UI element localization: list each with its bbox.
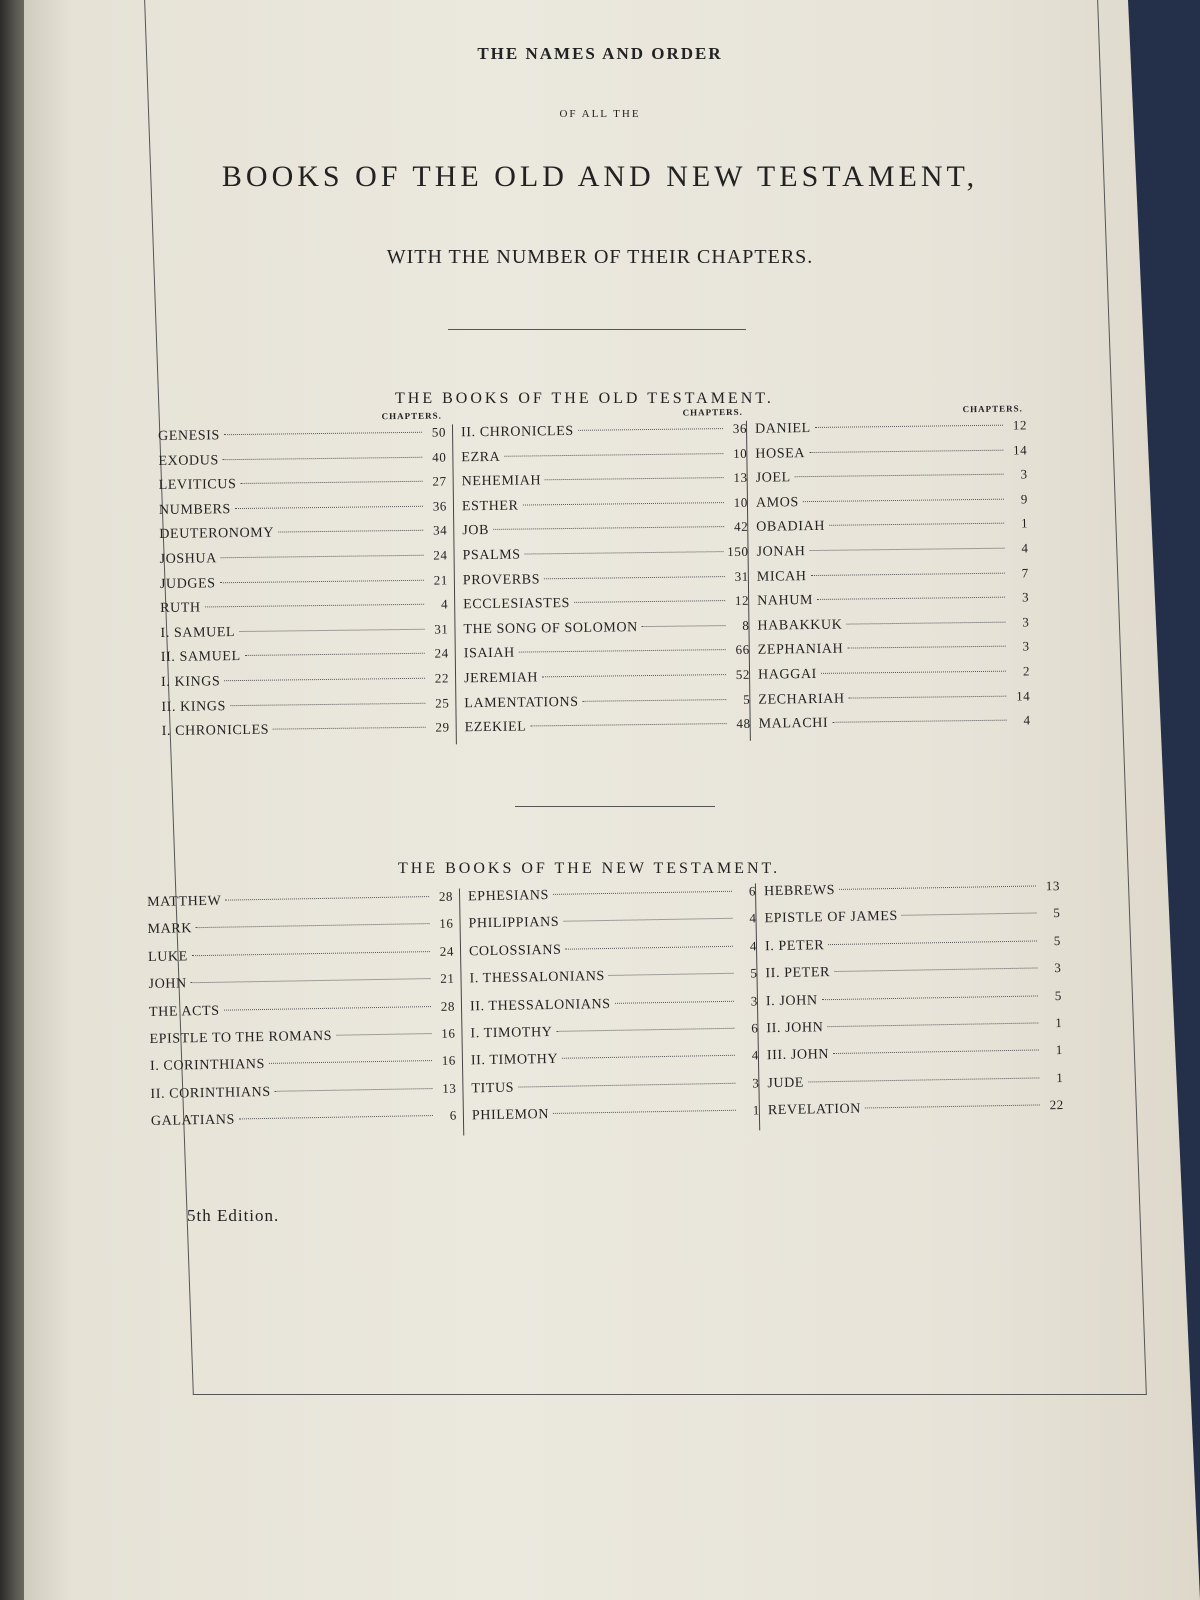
book-entry bbox=[465, 716, 751, 744]
chapter-count: 22 bbox=[434, 670, 450, 686]
dot-leader bbox=[846, 621, 1005, 624]
chapter-count: 150 bbox=[727, 543, 749, 560]
book-name: PROVERBS bbox=[462, 571, 541, 588]
dot-leader bbox=[230, 702, 425, 705]
chapter-count: 1 bbox=[752, 1102, 760, 1118]
chapter-count: 4 bbox=[751, 1047, 760, 1063]
book-name: HOSEA bbox=[755, 445, 806, 462]
dot-leader bbox=[834, 968, 1037, 973]
book-name: III. JOHN bbox=[766, 1047, 830, 1064]
dot-leader bbox=[192, 951, 430, 956]
chapter-count: 24 bbox=[433, 547, 448, 563]
book-name: ISAIAH bbox=[463, 646, 515, 662]
dot-leader bbox=[519, 649, 726, 653]
book-entry bbox=[161, 646, 449, 674]
book-entry bbox=[756, 540, 1028, 568]
book-name: EZRA bbox=[461, 449, 501, 465]
book-name: JUDGES bbox=[159, 575, 216, 592]
book-name: EXODUS bbox=[158, 452, 219, 469]
chapter-count: 8 bbox=[742, 617, 750, 633]
book-entry bbox=[160, 572, 448, 600]
chapter-count: 4 bbox=[749, 910, 757, 926]
chapter-count: 3 bbox=[1054, 960, 1062, 976]
chapter-count: 24 bbox=[434, 645, 449, 661]
chapter-count: 5 bbox=[750, 965, 758, 981]
book-name: II. SAMUEL bbox=[160, 649, 241, 666]
dot-leader bbox=[829, 523, 1004, 526]
chapter-count: 12 bbox=[734, 592, 750, 609]
dot-leader bbox=[811, 572, 1005, 575]
book-name: NAHUM bbox=[757, 593, 814, 609]
dot-leader bbox=[808, 1077, 1039, 1082]
dot-leader bbox=[822, 995, 1038, 1000]
dot-leader bbox=[565, 946, 733, 950]
book-name: EZEKIEL bbox=[464, 719, 527, 736]
book-name: I. SAMUEL bbox=[160, 624, 236, 641]
new-testament-column-2 bbox=[459, 883, 760, 1135]
book-name: THE ACTS bbox=[148, 1003, 220, 1020]
book-name: HABAKKUK bbox=[757, 617, 843, 634]
book-name: DEUTERONOMY bbox=[159, 525, 275, 543]
book-name: PSALMS bbox=[462, 547, 521, 564]
chapter-count: 50 bbox=[431, 424, 447, 440]
dot-leader bbox=[553, 891, 732, 895]
book-name: ZEPHANIAH bbox=[757, 641, 844, 659]
chapter-count: 16 bbox=[441, 1052, 457, 1069]
chapter-count: 66 bbox=[735, 642, 750, 658]
book-name: HAGGAI bbox=[757, 666, 817, 683]
book-entry bbox=[757, 590, 1029, 618]
book-entry bbox=[758, 688, 1030, 716]
book-entry bbox=[462, 519, 748, 547]
dot-leader bbox=[849, 695, 1007, 698]
divider-rule bbox=[448, 329, 746, 330]
dot-leader bbox=[275, 1088, 433, 1092]
dot-leader bbox=[235, 506, 423, 509]
chapter-count: 4 bbox=[440, 596, 449, 612]
chapter-count: 27 bbox=[432, 473, 447, 489]
chapter-count: 5 bbox=[1053, 905, 1061, 921]
chapter-count: 31 bbox=[734, 568, 749, 584]
book-name: II. KINGS bbox=[161, 698, 227, 715]
chapter-count: 12 bbox=[1012, 417, 1028, 433]
chapter-count: 1 bbox=[1056, 1069, 1064, 1085]
chapter-count: 5 bbox=[1053, 932, 1062, 948]
chapter-count: 3 bbox=[1022, 614, 1030, 630]
dot-leader bbox=[609, 973, 734, 976]
divider-rule bbox=[515, 806, 715, 807]
chapter-count: 6 bbox=[751, 1020, 759, 1036]
dot-leader bbox=[223, 456, 423, 459]
dot-leader bbox=[224, 678, 425, 681]
chapter-count: 5 bbox=[1054, 987, 1063, 1003]
chapter-count: 48 bbox=[736, 715, 751, 732]
chapter-count: 10 bbox=[733, 494, 749, 510]
chapter-count: 5 bbox=[743, 691, 751, 707]
chapter-count: 21 bbox=[433, 572, 448, 588]
chapter-count: 6 bbox=[748, 883, 757, 899]
chapter-count: 3 bbox=[1022, 638, 1030, 654]
book-entry bbox=[161, 695, 449, 723]
chapter-count: 36 bbox=[732, 420, 748, 436]
book-name: JOB bbox=[462, 523, 490, 539]
book-entry bbox=[462, 470, 748, 498]
book-name: NUMBERS bbox=[158, 501, 231, 518]
dot-leader bbox=[245, 653, 425, 656]
book-name: DANIEL bbox=[754, 421, 811, 437]
book-name: JOHN bbox=[148, 976, 187, 993]
dot-leader bbox=[239, 629, 424, 632]
book-name: I. PETER bbox=[764, 937, 825, 955]
chapter-count: 16 bbox=[439, 916, 454, 932]
new-testament-column-3 bbox=[755, 878, 1064, 1130]
old-testament-column-3 bbox=[746, 403, 1031, 740]
book-name: LEVITICUS bbox=[158, 477, 237, 494]
book-entry bbox=[160, 621, 448, 649]
book-name: II. PETER bbox=[765, 965, 831, 982]
dot-leader bbox=[865, 1105, 1040, 1109]
book-entry bbox=[756, 467, 1028, 495]
dot-leader bbox=[562, 1055, 735, 1059]
dot-leader bbox=[902, 913, 1037, 916]
header-names-and-order: THE NAMES AND ORDER bbox=[477, 44, 723, 63]
book-entry bbox=[159, 474, 447, 502]
dot-leader bbox=[240, 481, 422, 484]
book-name: JUDE bbox=[767, 1075, 805, 1091]
book-name: ZECHARIAH bbox=[758, 691, 845, 708]
dot-leader bbox=[615, 1000, 734, 1003]
chapter-count: 13 bbox=[733, 469, 748, 486]
book-entry bbox=[463, 568, 749, 596]
dot-leader bbox=[847, 646, 1005, 649]
chapter-count: 3 bbox=[750, 992, 759, 1009]
book-entry bbox=[159, 498, 447, 526]
chapter-count: 16 bbox=[441, 1025, 456, 1041]
chapter-count: 22 bbox=[1049, 1097, 1064, 1113]
book-name: EPHESIANS bbox=[467, 887, 550, 905]
dot-leader bbox=[553, 1110, 736, 1114]
old-testament-column-1 bbox=[158, 410, 450, 747]
book-entry bbox=[159, 523, 447, 551]
book-name: MICAH bbox=[756, 568, 807, 585]
chapter-count: 3 bbox=[752, 1075, 760, 1091]
dot-leader bbox=[518, 1082, 735, 1087]
book-entry bbox=[755, 442, 1027, 470]
dot-leader bbox=[525, 551, 724, 554]
chapter-count: 10 bbox=[733, 445, 748, 461]
book-page bbox=[24, 0, 1200, 1600]
chapter-count: 4 bbox=[1021, 540, 1029, 556]
chapter-count: 31 bbox=[434, 621, 449, 637]
book-name: JONAH bbox=[756, 544, 806, 560]
book-entry bbox=[757, 565, 1029, 593]
book-name: NEHEMIAH bbox=[461, 473, 542, 490]
book-name: I. THESSALONIANS bbox=[469, 969, 606, 987]
chapter-count: 4 bbox=[1023, 712, 1031, 728]
new-testament-column-1 bbox=[147, 889, 457, 1141]
dot-leader bbox=[833, 1050, 1039, 1055]
book-name: LUKE bbox=[147, 949, 188, 965]
chapter-count: 1 bbox=[1021, 515, 1029, 531]
chapter-count: 21 bbox=[440, 970, 455, 987]
dot-leader bbox=[224, 1006, 431, 1011]
dot-leader bbox=[828, 940, 1037, 945]
chapters-column-heading: CHAPTERS. bbox=[682, 406, 743, 418]
book-entry bbox=[151, 1108, 457, 1141]
book-entry bbox=[759, 712, 1031, 740]
book-name: PHILEMON bbox=[471, 1107, 550, 1124]
dot-leader bbox=[545, 477, 724, 480]
dot-leader bbox=[795, 474, 1004, 478]
book-entry bbox=[756, 516, 1028, 544]
book-name: LAMENTATIONS bbox=[464, 694, 579, 711]
edition-note: 5th Edition. bbox=[187, 1206, 280, 1225]
book-entry bbox=[462, 544, 748, 572]
dot-leader bbox=[221, 555, 424, 558]
dot-leader bbox=[803, 498, 1004, 501]
book-entry bbox=[462, 495, 748, 523]
dot-leader bbox=[522, 502, 723, 505]
book-entry bbox=[463, 618, 749, 646]
dot-leader bbox=[578, 428, 723, 431]
chapter-count: 42 bbox=[733, 519, 749, 535]
page-subtitle: WITH THE NUMBER OF THEIR CHAPTERS. bbox=[386, 246, 814, 268]
chapter-count: 4 bbox=[749, 938, 758, 954]
dot-leader bbox=[273, 727, 426, 730]
book-name: GENESIS bbox=[158, 428, 220, 444]
chapter-count: 6 bbox=[449, 1107, 458, 1123]
dot-leader bbox=[839, 885, 1036, 889]
dot-leader bbox=[269, 1060, 432, 1064]
book-name: I. CORINTHIANS bbox=[149, 1057, 266, 1075]
chapter-count: 40 bbox=[432, 449, 447, 465]
book-name: I. TIMOTHY bbox=[470, 1024, 553, 1042]
chapter-count: 24 bbox=[439, 943, 455, 959]
dot-leader bbox=[556, 1028, 734, 1032]
chapter-count: 1 bbox=[1055, 1042, 1063, 1058]
book-entry bbox=[757, 614, 1029, 642]
book-name: OBADIAH bbox=[756, 519, 826, 536]
book-name: JOEL bbox=[755, 470, 791, 486]
dot-leader bbox=[220, 579, 424, 582]
book-entry bbox=[464, 642, 750, 670]
dot-leader bbox=[809, 449, 1003, 452]
chapter-count: 9 bbox=[1020, 491, 1029, 507]
chapter-count: 52 bbox=[735, 666, 751, 682]
book-entry bbox=[464, 667, 750, 695]
book-name: II. CHRONICLES bbox=[460, 423, 574, 441]
dot-leader bbox=[191, 978, 431, 983]
dot-leader bbox=[821, 671, 1006, 674]
dot-leader bbox=[574, 600, 725, 603]
chapters-column-heading: CHAPTERS. bbox=[381, 410, 442, 422]
book-entry bbox=[158, 424, 446, 452]
book-entry bbox=[162, 720, 450, 748]
book-name: ECCLESIASTES bbox=[463, 596, 571, 613]
dot-leader bbox=[642, 625, 726, 627]
new-testament-heading: THE BOOKS OF THE NEW TESTAMENT. bbox=[398, 860, 781, 877]
book-name: THE SONG OF SOLOMON bbox=[463, 619, 638, 638]
page-title: BOOKS OF THE OLD AND NEW TESTAMENT, bbox=[221, 160, 979, 193]
book-entry bbox=[756, 491, 1028, 519]
chapter-count: 28 bbox=[438, 888, 454, 904]
chapter-count: 25 bbox=[435, 694, 450, 711]
book-name: MATTHEW bbox=[147, 893, 222, 910]
book-name: II. JOHN bbox=[766, 1020, 824, 1037]
book-name: EPISTLE TO THE ROMANS bbox=[149, 1028, 333, 1047]
book-name: JOSHUA bbox=[159, 551, 217, 567]
book-entry bbox=[160, 597, 448, 625]
book-name: PHILIPPIANS bbox=[468, 915, 560, 932]
chapter-count: 34 bbox=[432, 522, 448, 539]
dot-leader bbox=[336, 1033, 431, 1036]
book-entry bbox=[461, 421, 747, 449]
book-entry bbox=[160, 547, 448, 575]
chapter-count: 14 bbox=[1016, 687, 1031, 704]
book-name: EPISTLE OF JAMES bbox=[764, 909, 898, 927]
chapter-count: 14 bbox=[1013, 441, 1028, 458]
chapter-count: 2 bbox=[1022, 663, 1031, 679]
chapter-count: 1 bbox=[1055, 1014, 1063, 1031]
book-entry bbox=[755, 417, 1027, 445]
chapter-count: 29 bbox=[435, 719, 450, 735]
book-name: I. JOHN bbox=[765, 992, 818, 1009]
book-name: I. CHRONICLES bbox=[161, 722, 270, 740]
chapter-count: 13 bbox=[442, 1080, 457, 1096]
book-entry bbox=[472, 1102, 760, 1134]
chapter-count: 28 bbox=[440, 998, 456, 1014]
chapter-count: 36 bbox=[432, 498, 448, 514]
book-name: COLOSSIANS bbox=[468, 942, 562, 960]
old-testament-column-2 bbox=[452, 406, 751, 744]
old-testament-heading: THE BOOKS OF THE OLD TESTAMENT. bbox=[395, 390, 774, 407]
dot-leader bbox=[827, 1022, 1038, 1027]
dot-leader bbox=[542, 674, 726, 677]
book-entry bbox=[461, 445, 747, 473]
chapter-count: 7 bbox=[1021, 564, 1029, 581]
book-entry bbox=[463, 593, 749, 621]
book-entry bbox=[758, 663, 1030, 691]
book-name: REVELATION bbox=[767, 1101, 862, 1119]
dot-leader bbox=[205, 604, 424, 608]
book-name: MALACHI bbox=[758, 715, 829, 732]
dot-leader bbox=[815, 425, 1003, 428]
book-name: AMOS bbox=[755, 494, 799, 511]
dot-leader bbox=[832, 720, 1006, 723]
header-of-all-the: OF ALL THE bbox=[559, 108, 641, 120]
book-entry bbox=[758, 639, 1030, 667]
dot-leader bbox=[563, 918, 732, 922]
book-name: GALATIANS bbox=[150, 1112, 236, 1130]
dot-leader bbox=[493, 526, 724, 530]
dot-leader bbox=[809, 548, 1004, 551]
chapter-count: 13 bbox=[1045, 878, 1061, 894]
book-name: TITUS bbox=[471, 1080, 515, 1097]
book-entry bbox=[464, 691, 750, 719]
book-entry bbox=[768, 1097, 1064, 1130]
book-entry bbox=[158, 449, 446, 477]
dot-leader bbox=[504, 453, 723, 457]
book-name: RUTH bbox=[160, 600, 201, 617]
book-name: II. TIMOTHY bbox=[470, 1052, 559, 1069]
dot-leader bbox=[239, 1115, 433, 1119]
book-name: HEBREWS bbox=[763, 882, 836, 900]
book-name: I. KINGS bbox=[161, 674, 221, 690]
book-entry bbox=[161, 670, 449, 698]
dot-leader bbox=[817, 597, 1005, 600]
book-name: II. THESSALONIANS bbox=[469, 996, 611, 1014]
dot-leader bbox=[225, 896, 429, 901]
chapter-count: 3 bbox=[1020, 466, 1028, 482]
dot-leader bbox=[278, 530, 423, 533]
dot-leader bbox=[196, 923, 430, 928]
book-name: ESTHER bbox=[461, 498, 519, 515]
dot-leader bbox=[544, 576, 725, 579]
book-name: MARK bbox=[147, 921, 193, 938]
chapter-count: 3 bbox=[1021, 589, 1030, 605]
book-name: II. CORINTHIANS bbox=[150, 1084, 271, 1102]
book-name: JEREMIAH bbox=[463, 670, 539, 687]
dot-leader bbox=[224, 432, 422, 435]
dot-leader bbox=[583, 699, 727, 702]
dot-leader bbox=[530, 723, 726, 726]
chapters-column-heading: CHAPTERS. bbox=[962, 403, 1023, 415]
